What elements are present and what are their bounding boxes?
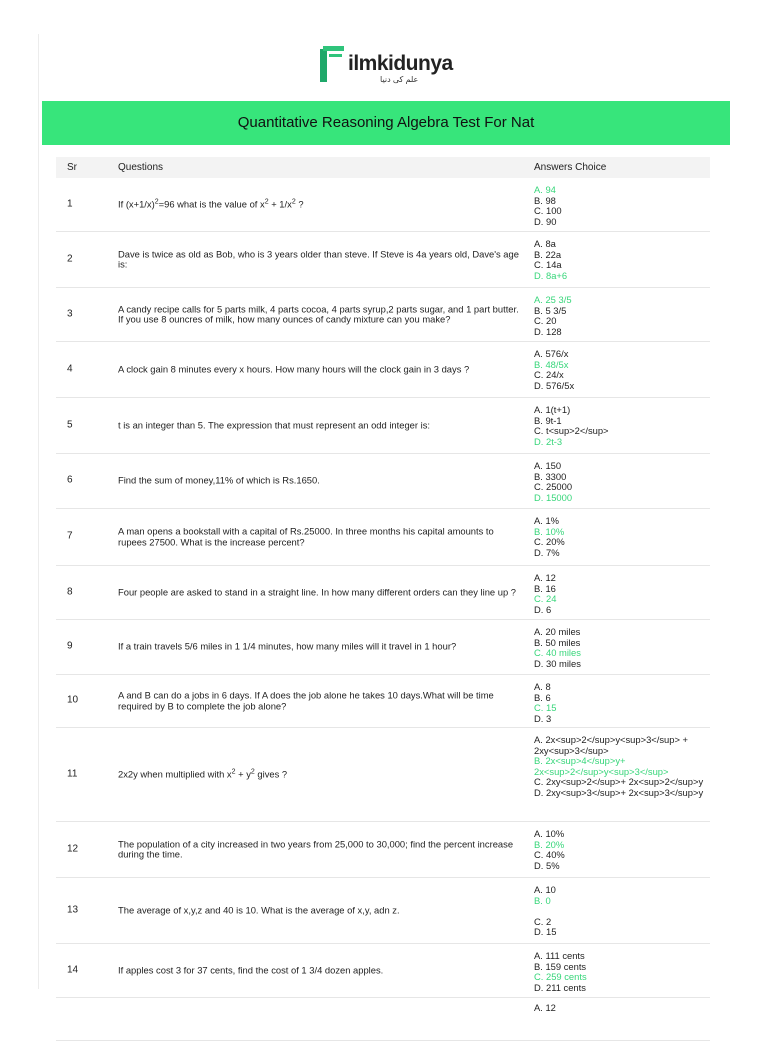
question-text: A candy recipe calls for 5 parts milk, 4 parts cocoa, 4 parts syrup,2 parts sugar, and 1 part butter. If you use 8 ouncres of milk, how many ounces of candy mixture can you make?	[118, 302, 519, 325]
table-header	[56, 157, 710, 178]
table-row	[56, 178, 710, 232]
answer-options	[534, 349, 710, 391]
question-number: 9	[67, 640, 73, 652]
answer-option: A. 576/x	[534, 348, 569, 359]
question-number: 11	[67, 768, 78, 780]
answer-option: D. 90	[534, 215, 557, 227]
correct-answer: B. 0	[534, 894, 551, 906]
table-row	[56, 398, 710, 454]
table-row	[56, 728, 710, 822]
table-row	[56, 509, 710, 566]
answer-option: C. 40%	[534, 849, 565, 861]
table-row	[56, 566, 710, 620]
question-text: Find the sum of money,11% of which is Rs.1650.	[118, 474, 320, 486]
answer-option: A. 8	[534, 681, 551, 692]
question-text: A clock gain 8 minutes every x hours. How many hours will the clock gain in 3 days ?	[118, 363, 470, 375]
answer-option: A. 12	[534, 572, 556, 583]
answer-option: D. 30 miles	[534, 657, 581, 669]
question-number: 2	[67, 253, 73, 265]
answer-options	[534, 239, 710, 281]
answer-option: C. t<sup>2</sup>	[534, 425, 609, 437]
question-number: 5	[67, 419, 73, 431]
table-row	[56, 454, 710, 509]
question-text: The population of a city increased in two years from 25,000 to 30,000; find the percent increase during the time.	[118, 837, 514, 860]
question-text: If a train travels 5/6 miles in 1 1/4 minutes, how many miles will it travel in 1 hour?	[118, 640, 457, 652]
correct-answer: C. 24	[534, 593, 557, 605]
correct-answer: B. 10%	[534, 525, 565, 537]
answer-option: B. 6	[534, 691, 551, 703]
question-text: Four people are asked to stand in a straight line. In how many different orders can they line up ?	[118, 586, 516, 598]
answer-option: B. 3300	[534, 470, 567, 482]
question-number: 13	[67, 904, 79, 916]
answer-option: A. 8a	[534, 238, 556, 249]
book-logo-icon	[320, 46, 344, 82]
answer-option: D. 5%	[534, 859, 560, 871]
answer-option: A. 1(t+1)	[534, 404, 571, 415]
table-row	[56, 288, 710, 342]
answer-option: A. 12	[534, 1002, 556, 1013]
correct-answer: C. 259 cents	[534, 971, 587, 983]
answer-option: A. 10	[534, 884, 556, 895]
question-text: If apples cost 3 for 37 cents, find the cost of 1 3/4 dozen apples.	[118, 964, 384, 976]
question-text: A man opens a bookstall with a capital of Rs.25000. In three months his capital amounts to rupees 27500. What is the increase percent?	[118, 525, 494, 547]
answer-options	[534, 295, 710, 337]
answer-option: C. 2	[534, 915, 552, 927]
answer-option: D. 128	[534, 325, 562, 337]
correct-answer: B. 2x<sup>4</sup>y+ 2x<sup>2</sup>y<sup>3</sup>	[534, 755, 669, 777]
answer-options	[534, 682, 710, 724]
answer-option: C. 100	[534, 205, 562, 217]
answer-option	[534, 906, 710, 917]
answer-option: C. 14a	[534, 259, 562, 271]
correct-answer: D. 15000	[534, 491, 573, 503]
answer-option: C. 2xy<sup>2</sup>+ 2x<sup>2</sup>y	[534, 776, 704, 788]
correct-answer: D. 2t-3	[534, 435, 563, 447]
answer-option: B. 9t-1	[534, 414, 562, 426]
correct-answer: A. 25 3/5	[534, 294, 572, 305]
table-row	[56, 878, 710, 944]
answer-option: D. 576/5x	[534, 379, 575, 391]
header-sr: Sr	[67, 162, 77, 173]
question-number: 10	[67, 694, 79, 706]
answer-option: C. 20	[534, 315, 557, 327]
table-row	[56, 998, 710, 1041]
question-number: 6	[67, 474, 73, 486]
answer-option: B. 159 cents	[534, 960, 587, 972]
question-text: t is an integer than 5. The expression that must represent an odd integer is:	[118, 419, 430, 431]
correct-answer: B. 48/5x	[534, 358, 569, 370]
answer-option: D. 2xy<sup>3</sup>+ 2x<sup>3</sup>y	[534, 786, 704, 798]
answer-options	[534, 951, 710, 993]
question-text: 2x2y when multiplied with $x^2 + y^2$ gives ?	[118, 768, 288, 780]
answer-options	[534, 516, 710, 558]
question-number: 3	[67, 308, 73, 320]
answer-options	[534, 735, 710, 799]
question-number: 4	[67, 363, 73, 375]
table-row	[56, 822, 710, 878]
question-number: 8	[67, 586, 73, 598]
answer-option: B. 16	[534, 582, 556, 594]
table-body	[56, 178, 710, 1041]
correct-answer: C. 40 miles	[534, 647, 581, 659]
answer-option: C. 24/x	[534, 369, 564, 381]
answer-option: A. 20 miles	[534, 626, 581, 637]
answer-option: A. 150	[534, 460, 562, 471]
answer-option: A. 10%	[534, 828, 565, 839]
correct-answer: B. 20%	[534, 838, 565, 850]
correct-answer: A. 94	[534, 184, 556, 195]
answer-option: C. 25000	[534, 481, 573, 493]
questions-table	[56, 157, 710, 1041]
question-text: Dave is twice as old as Bob, who is 3 years older than steve. If Steve is 4a years old, Dave's age is:	[118, 247, 519, 270]
answer-option: B. 22a	[534, 248, 562, 260]
answer-option: B. 5 3/5	[534, 304, 567, 316]
question-text: The average of x,y,z and 40 is 10. What is the average of x,y, adn z.	[118, 904, 400, 916]
question-number: 7	[67, 530, 73, 542]
brand-logo[interactable]	[318, 42, 458, 92]
correct-answer: C. 15	[534, 702, 557, 714]
answer-options	[534, 627, 710, 669]
table-row	[56, 620, 710, 675]
answer-option: B. 50 miles	[534, 636, 581, 648]
answer-options	[534, 1003, 710, 1014]
answer-options	[534, 185, 710, 227]
brand-name: ilmkidunya	[348, 52, 453, 75]
answer-option: C. 20%	[534, 536, 565, 548]
answer-option: B. 98	[534, 194, 556, 206]
answer-option: D. 3	[534, 712, 552, 724]
answer-options	[534, 573, 710, 615]
title-banner	[42, 101, 730, 145]
question-text: If $(x+1/x)^2=96$ what is the value of $x^2 + 1/x^2$ ?	[118, 198, 304, 210]
answer-option: D. 211 cents	[534, 981, 586, 993]
question-number: 1	[67, 198, 73, 210]
answer-options	[534, 885, 710, 938]
question-number: 14	[67, 964, 79, 976]
page-title: Quantitative Reasoning Algebra Test For Nat	[237, 114, 535, 131]
header-questions: Questions	[118, 162, 164, 173]
answer-options	[534, 829, 710, 871]
table-row	[56, 944, 710, 998]
answer-option: A. 1%	[534, 515, 560, 526]
answer-option: D. 6	[534, 603, 552, 615]
correct-answer: D. 8a+6	[534, 269, 568, 281]
answer-options	[534, 461, 710, 503]
answer-option: A. 2x<sup>2</sup>y<sup>3</sup> + 2xy<sup>3</sup>	[534, 734, 689, 756]
question-text: A and B can do a jobs in 6 days. If A does the job alone he takes 10 days.What will be time required by B to complete the job alone?	[118, 689, 494, 711]
question-number: 12	[67, 843, 79, 855]
brand-subtitle: علم کی دنیا	[380, 75, 419, 84]
answer-option: D. 7%	[534, 546, 560, 558]
table-row	[56, 232, 710, 288]
table-row	[56, 342, 710, 398]
table-row	[56, 675, 710, 728]
answer-option: D. 15	[534, 926, 557, 938]
page-left-rule	[38, 34, 39, 989]
answer-options	[534, 405, 710, 447]
header-answers: Answers Choice	[534, 162, 607, 173]
answer-option: A. 111 cents	[534, 950, 585, 961]
